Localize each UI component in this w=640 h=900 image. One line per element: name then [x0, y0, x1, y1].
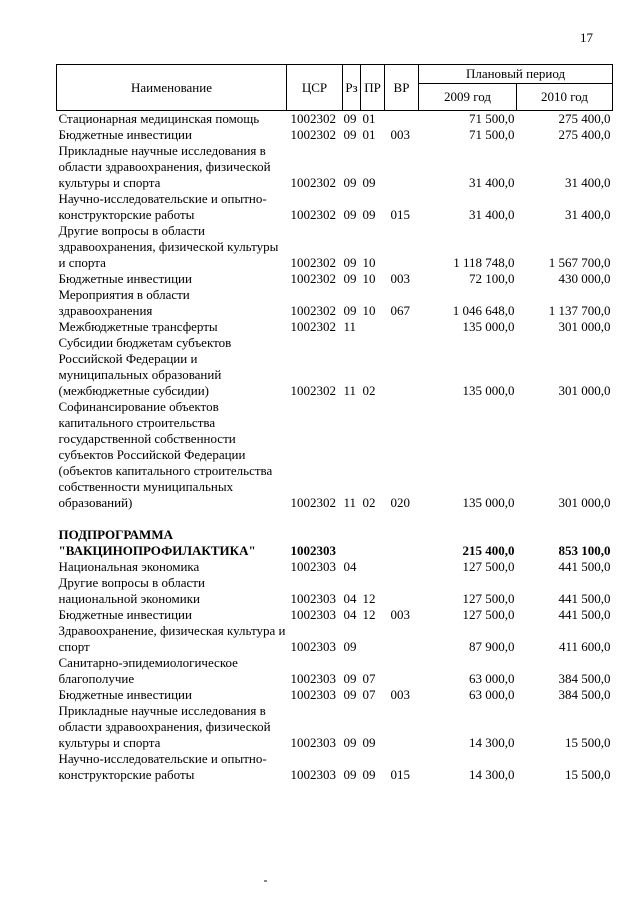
row-value-2009: 31 400,0	[469, 175, 515, 190]
row-value-2010: 384 500,0	[558, 687, 611, 702]
row-rz: 11	[343, 383, 357, 398]
row-name: Бюджетные инвестиции	[58, 607, 192, 622]
row-csr: 1002303	[290, 591, 336, 606]
header-year-2009: 2009 год	[419, 84, 517, 111]
row-csr: 1002302	[290, 303, 336, 318]
row-name: Научно-исследовательские и опытно-конструкторские работы	[58, 191, 267, 222]
row-vr	[385, 319, 419, 335]
header-planned-period: Плановый период	[419, 65, 613, 84]
row-value-2009: 14 300,0	[469, 735, 515, 750]
row-name: ПОДПРОГРАММА "ВАКЦИНОПРОФИЛАКТИКА"	[58, 527, 256, 558]
row-pr: 10	[362, 303, 376, 318]
row-pr: 01	[362, 127, 376, 142]
table-row	[57, 703, 613, 751]
row-value-2010: 15 500,0	[565, 735, 611, 750]
row-vr	[385, 143, 419, 191]
row-value-2009: 63 000,0	[469, 671, 515, 686]
row-value-2009: 127 500,0	[462, 591, 515, 606]
row-vr: 003	[390, 271, 410, 286]
table-row	[57, 127, 613, 143]
row-csr: 1002303	[290, 671, 336, 686]
row-value-2010: 411 600,0	[558, 639, 611, 654]
row-name: Бюджетные инвестиции	[58, 687, 192, 702]
row-rz: 09	[343, 671, 357, 686]
table-row	[57, 655, 613, 687]
row-vr: 003	[390, 687, 410, 702]
row-vr	[385, 527, 419, 559]
table-body	[57, 111, 613, 784]
row-rz: 09	[343, 271, 357, 286]
row-rz: 04	[343, 591, 357, 606]
row-value-2009: 215 400,0	[462, 543, 515, 558]
row-value-2010: 31 400,0	[565, 207, 611, 222]
row-pr: 07	[362, 687, 376, 702]
row-name: Стационарная медицинская помощь	[58, 111, 260, 126]
table-row	[57, 607, 613, 623]
row-name: Софинансирование объектов капитального строительства государственной собственности субъектов Российской Федерации (объектов капитального строительства собственности муниципальных образований)	[58, 399, 273, 510]
table-row	[57, 191, 613, 223]
header-name: Наименование	[57, 65, 287, 111]
table-row	[57, 751, 613, 783]
table-row	[57, 527, 613, 559]
row-csr: 1002302	[290, 271, 336, 286]
header-rz: Рз	[343, 65, 361, 111]
row-value-2009: 127 500,0	[462, 607, 515, 622]
row-pr: 09	[362, 175, 376, 190]
row-value-2009: 71 500,0	[469, 127, 515, 142]
row-rz: 09	[343, 175, 357, 190]
row-value-2009: 1 046 648,0	[452, 303, 515, 318]
row-value-2010: 1 567 700,0	[548, 255, 611, 270]
row-rz: 09	[343, 735, 357, 750]
row-pr: 02	[362, 495, 376, 510]
row-pr: 12	[362, 607, 376, 622]
row-value-2010: 853 100,0	[558, 543, 611, 558]
row-pr: 07	[362, 671, 376, 686]
row-name: Межбюджетные трансферты	[58, 319, 218, 334]
row-csr: 1002302	[290, 127, 336, 142]
header-vr: ВР	[385, 65, 419, 111]
row-name: Мероприятия в области здравоохранения	[58, 287, 190, 318]
row-pr	[361, 559, 385, 575]
row-name: Национальная экономика	[58, 559, 200, 574]
row-name: Бюджетные инвестиции	[58, 271, 192, 286]
scan-mark	[264, 880, 267, 882]
table-row	[57, 287, 613, 319]
row-name: Другие вопросы в области национальной экономики	[58, 575, 205, 606]
row-value-2010: 441 500,0	[558, 559, 611, 574]
row-value-2009: 71 500,0	[469, 111, 515, 126]
row-value-2010: 31 400,0	[565, 175, 611, 190]
row-value-2010: 301 000,0	[558, 319, 611, 334]
row-name: Санитарно-эпидемиологическое благополучие	[58, 655, 238, 686]
table-row	[57, 319, 613, 335]
row-csr: 1002303	[290, 543, 336, 558]
row-pr	[361, 319, 385, 335]
page-number: 17	[580, 30, 593, 45]
row-vr	[385, 623, 419, 655]
row-rz: 09	[343, 255, 357, 270]
table-row	[57, 559, 613, 575]
row-pr: 10	[362, 255, 376, 270]
row-vr	[385, 655, 419, 687]
row-value-2009: 135 000,0	[462, 495, 515, 510]
row-pr: 02	[362, 383, 376, 398]
row-name: Другие вопросы в области здравоохранения, физической культуры и спорта	[58, 223, 279, 270]
row-value-2010: 301 000,0	[558, 495, 611, 510]
row-vr	[385, 703, 419, 751]
row-value-2010: 384 500,0	[558, 671, 611, 686]
row-rz: 09	[343, 127, 357, 142]
row-pr: 09	[362, 767, 376, 782]
row-vr: 015	[390, 207, 410, 222]
row-value-2010: 1 137 700,0	[548, 303, 611, 318]
row-vr: 003	[390, 607, 410, 622]
row-name: Субсидии бюджетам субъектов Российской Федерации и муниципальных образований (межбюджетные субсидии)	[58, 335, 232, 398]
row-rz: 09	[343, 639, 357, 654]
row-value-2009: 31 400,0	[469, 207, 515, 222]
row-value-2009: 1 118 748,0	[453, 255, 515, 270]
row-csr: 1002303	[290, 687, 336, 702]
row-rz: 09	[343, 687, 357, 702]
row-vr	[385, 111, 419, 128]
table-row	[57, 335, 613, 399]
row-vr: 067	[390, 303, 410, 318]
row-csr: 1002303	[290, 735, 336, 750]
row-csr: 1002302	[290, 319, 336, 334]
row-csr: 1002303	[290, 607, 336, 622]
header-year-2010: 2010 год	[517, 84, 613, 111]
header-csr: ЦСР	[287, 65, 343, 111]
row-csr: 1002303	[290, 559, 336, 574]
table-row	[57, 511, 613, 527]
row-value-2010: 15 500,0	[565, 767, 611, 782]
row-value-2009: 72 100,0	[469, 271, 515, 286]
row-rz: 04	[343, 607, 357, 622]
row-name: Научно-исследовательские и опытно-конструкторские работы	[58, 751, 267, 782]
row-pr: 12	[362, 591, 376, 606]
row-csr: 1002303	[290, 767, 336, 782]
table-row	[57, 623, 613, 655]
row-value-2010: 275 400,0	[558, 127, 611, 142]
row-pr: 10	[362, 271, 376, 286]
row-value-2010: 430 000,0	[558, 271, 611, 286]
row-vr	[385, 223, 419, 271]
row-value-2009: 14 300,0	[469, 767, 515, 782]
row-csr: 1002302	[290, 255, 336, 270]
table-row	[57, 111, 613, 128]
row-csr: 1002302	[290, 175, 336, 190]
row-value-2009: 127 500,0	[462, 559, 515, 574]
row-csr: 1002303	[290, 639, 336, 654]
row-name: Прикладные научные исследования в области здравоохранения, физической культуры и спорта	[58, 143, 271, 190]
row-value-2010: 275 400,0	[558, 111, 611, 126]
row-vr	[385, 559, 419, 575]
row-rz: 09	[343, 207, 357, 222]
row-csr: 1002302	[290, 383, 336, 398]
row-value-2010: 441 500,0	[558, 591, 611, 606]
row-csr: 1002302	[290, 495, 336, 510]
row-name: Прикладные научные исследования в области здравоохранения, физической культуры и спорта	[58, 703, 271, 750]
row-value-2010: 301 000,0	[558, 383, 611, 398]
row-vr	[385, 575, 419, 607]
table-row	[57, 223, 613, 271]
row-csr: 1002302	[290, 207, 336, 222]
row-csr: 1002302	[290, 111, 336, 126]
table-row	[57, 687, 613, 703]
row-vr: 015	[390, 767, 410, 782]
row-value-2009: 135 000,0	[462, 383, 515, 398]
row-pr: 01	[362, 111, 376, 126]
row-value-2009: 87 900,0	[469, 639, 515, 654]
row-name: Бюджетные инвестиции	[58, 127, 192, 142]
row-rz: 09	[343, 111, 357, 126]
row-rz: 11	[343, 495, 357, 510]
row-pr: 09	[362, 735, 376, 750]
spacer-cell	[57, 511, 613, 527]
row-rz: 09	[343, 303, 357, 318]
table-row	[57, 399, 613, 511]
table-row	[57, 575, 613, 607]
row-vr	[385, 335, 419, 399]
row-name: Здравоохранение, физическая культура и спорт	[58, 623, 286, 654]
row-vr: 003	[390, 127, 410, 142]
row-value-2010: 441 500,0	[558, 607, 611, 622]
table-row	[57, 143, 613, 191]
row-rz: 09	[343, 767, 357, 782]
row-pr	[361, 623, 385, 655]
row-rz: 11	[343, 319, 357, 334]
row-rz	[343, 527, 361, 559]
row-value-2009: 63 000,0	[469, 687, 515, 702]
row-value-2009: 135 000,0	[462, 319, 515, 334]
row-pr	[361, 527, 385, 559]
row-vr: 020	[390, 495, 410, 510]
header-pr: ПР	[361, 65, 385, 111]
row-rz: 04	[343, 559, 357, 574]
table-row	[57, 271, 613, 287]
budget-table	[56, 64, 613, 783]
row-pr: 09	[362, 207, 376, 222]
